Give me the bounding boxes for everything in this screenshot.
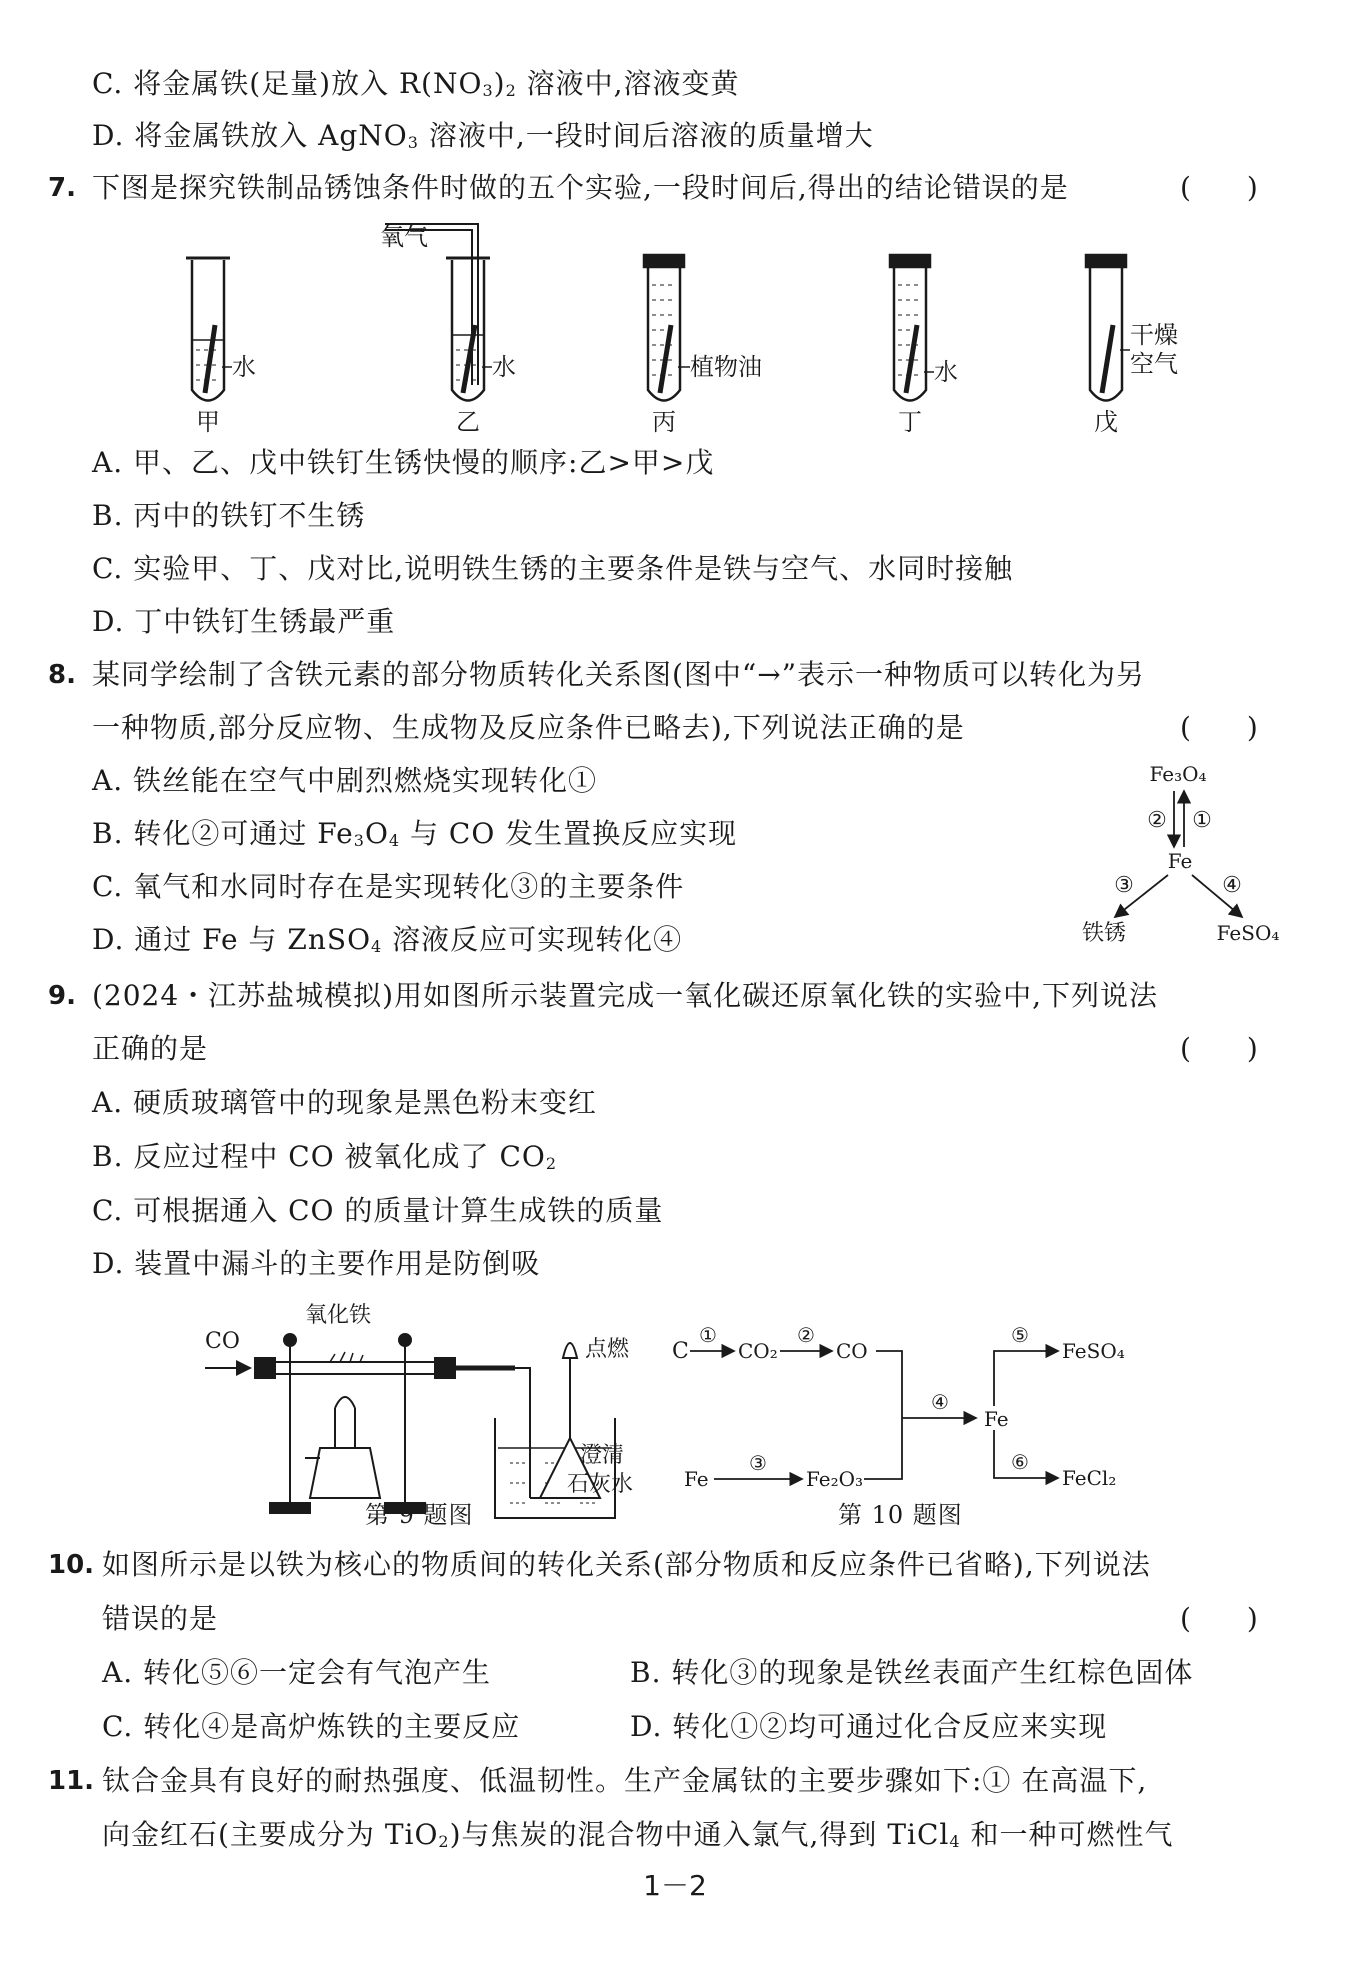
q8-stem-line2: 一种物质,部分反应物、生成物及反应条件已略去),下列说法正确的是 <box>92 711 965 744</box>
q9-stem-line1: (2024・江苏盐城模拟)用如图所示装置完成一氧化碳还原氧化铁的实验中,下列说法 <box>92 979 1159 1012</box>
q10-option-c: C. 转化④是高炉炼铁的主要反应 <box>102 1710 521 1743</box>
tube-wu <box>1086 255 1130 401</box>
node-feso4: FeSO₄ <box>1062 1339 1125 1363</box>
q9-option-a: A. 硬质玻璃管中的现象是黑色粉末变红 <box>92 1086 598 1119</box>
label-3: ③ <box>1114 873 1134 898</box>
q9-stem-line2: 正确的是 <box>92 1032 209 1065</box>
q8-stem-line1: 某同学绘制了含铁元素的部分物质转化关系图(图中“→”表示一种物质可以转化为另 <box>92 658 1146 691</box>
q8-number: 8. <box>48 660 76 690</box>
label-ferric-oxide: 氧化铁 <box>305 1303 372 1328</box>
q9-answer-paren: ( ) <box>1180 1032 1258 1065</box>
node-rust: 铁锈 <box>1081 921 1127 946</box>
label-water-yi: 水 <box>492 353 516 381</box>
label-3: ③ <box>749 1451 767 1475</box>
q7-test-tubes-figure <box>0 215 1350 445</box>
label-co: CO <box>205 1329 240 1354</box>
node-fecl2: FeCl₂ <box>1062 1466 1117 1490</box>
node-fe2o3: Fe₂O₃ <box>806 1467 864 1491</box>
q8-iron-diagram <box>1070 755 1290 955</box>
node-fe: Fe <box>1167 849 1193 873</box>
tube-bing <box>644 255 690 401</box>
tube-jia <box>186 258 232 401</box>
fig10-caption: 第 10 题图 <box>838 1501 963 1529</box>
q8-answer-paren: ( ) <box>1180 711 1258 744</box>
label-dry: 干燥 <box>1130 321 1178 349</box>
node-fe: Fe <box>984 1407 1009 1431</box>
label-5: ⑤ <box>1011 1323 1029 1347</box>
label-ignite: 点燃 <box>585 1337 630 1362</box>
node-c: C <box>672 1339 689 1364</box>
q9-number: 9. <box>48 981 76 1011</box>
q9-option-c: C. 可根据通入 CO 的质量计算生成铁的质量 <box>92 1194 664 1227</box>
label-oxygen: 氧气 <box>380 223 428 251</box>
node-fe3o4: Fe₃O₄ <box>1149 762 1207 786</box>
label-water-jia: 水 <box>232 353 256 381</box>
page-number: 1－2 <box>643 1869 707 1902</box>
q11-number: 11. <box>48 1766 95 1796</box>
q10-option-b: B. 转化③的现象是铁丝表面产生红棕色固体 <box>630 1656 1194 1689</box>
q7-stem: 下图是探究铁制品锈蚀条件时做的五个实验,一段时间后,得出的结论错误的是 <box>92 171 1069 204</box>
label-1: ① <box>1192 808 1212 833</box>
label-6: ⑥ <box>1011 1450 1029 1474</box>
label-oil: 植物油 <box>690 353 762 381</box>
q9-option-d: D. 装置中漏斗的主要作用是防倒吸 <box>92 1247 541 1280</box>
q10-option-d: D. 转化①②均可通过化合反应来实现 <box>630 1710 1108 1743</box>
q8-option-c: C. 氧气和水同时存在是实现转化③的主要条件 <box>92 870 685 903</box>
q7-answer-paren: ( ) <box>1180 171 1258 204</box>
q11-stem-line1: 钛合金具有良好的耐热强度、低温韧性。生产金属钛的主要步骤如下:① 在高温下, <box>102 1764 1148 1797</box>
tube-label-ding: 丁 <box>898 408 922 436</box>
fig9-caption: 第 9 题图 <box>365 1501 474 1529</box>
label-2: ② <box>1147 808 1167 833</box>
q8-option-d: D. 通过 Fe 与 ZnSO$_4$ 溶液反应可实现转化④ <box>92 923 683 956</box>
node-co2: CO₂ <box>738 1339 778 1363</box>
label-4: ④ <box>1222 873 1242 898</box>
fig10-conversion-diagram <box>672 1318 1132 1498</box>
node-co: CO <box>836 1339 868 1363</box>
label-clear: 澄清 <box>580 1443 625 1468</box>
q7-option-c: C. 实验甲、丁、戊对比,说明铁生锈的主要条件是铁与空气、水同时接触 <box>92 552 1014 585</box>
label-air: 空气 <box>1130 350 1178 378</box>
node-fe-start: Fe <box>684 1467 709 1491</box>
q7-number: 7. <box>48 173 76 203</box>
label-water-ding: 水 <box>934 358 958 386</box>
q7-option-a: A. 甲、乙、戊中铁钉生锈快慢的顺序:乙>甲>戊 <box>92 446 715 479</box>
q7-option-b: B. 丙中的铁钉不生锈 <box>92 499 366 532</box>
tube-label-wu: 戊 <box>1094 408 1118 436</box>
q10-stem-line2: 错误的是 <box>102 1602 219 1635</box>
arrow-symbol: → <box>757 658 782 691</box>
q10-answer-paren: ( ) <box>1180 1602 1258 1635</box>
q10-option-a: A. 转化⑤⑥一定会有气泡产生 <box>102 1656 492 1689</box>
tube-label-jia: 甲 <box>196 408 220 436</box>
q10-stem-line1: 如图所示是以铁为核心的物质间的转化关系(部分物质和反应条件已省略),下列说法 <box>102 1548 1151 1581</box>
label-1: ① <box>699 1323 717 1347</box>
q6-option-d: D. 将金属铁放入 AgNO$_3$ 溶液中,一段时间后溶液的质量增大 <box>92 119 874 152</box>
q7-option-d: D. 丁中铁钉生锈最严重 <box>92 605 396 638</box>
node-feso4: FeSO₄ <box>1216 921 1280 945</box>
label-4: ④ <box>931 1390 949 1414</box>
q11-stem-line2: 向金红石(主要成分为 TiO$_2$)与焦炭的混合物中通入氯气,得到 TiCl$_4$ 和一种可燃性气 <box>102 1818 1174 1851</box>
label-2: ② <box>797 1323 815 1347</box>
tube-ding <box>890 255 934 401</box>
q8-option-b: B. 转化②可通过 $Fe_3O_4$ 与 CO 发生置换反应实现 <box>92 817 738 850</box>
q8-option-a: A. 铁丝能在空气中剧烈燃烧实现转化① <box>92 764 598 797</box>
q6-option-c: C. 将金属铁(足量)放入 $R(NO_3)_2$ 溶液中,溶液变黄 <box>92 67 740 100</box>
q10-number: 10. <box>48 1550 95 1580</box>
label-limewater: 石灰水 <box>567 1472 634 1497</box>
tube-label-yi: 乙 <box>456 408 480 436</box>
q9-option-b: B. 反应过程中 CO 被氧化成了 $CO_2$ <box>92 1140 558 1173</box>
tube-label-bing: 丙 <box>652 408 676 436</box>
